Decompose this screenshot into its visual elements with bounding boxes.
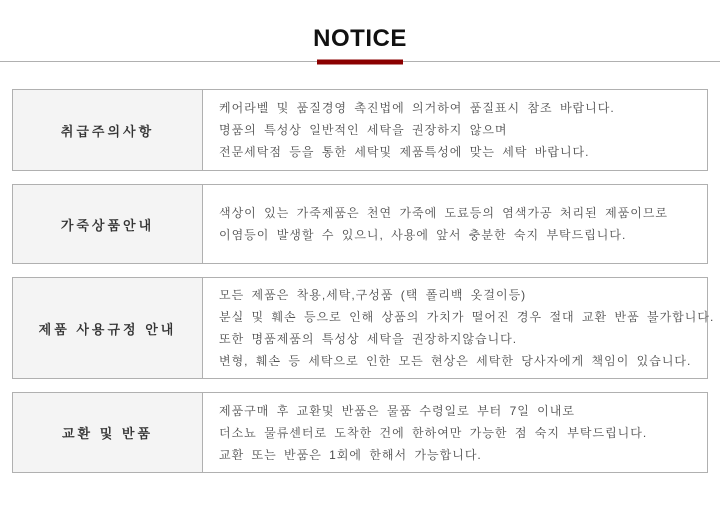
section-content: [203, 90, 707, 170]
info-line: 색상이 있는 가죽제품은 천연 가죽에 도료등의 염색가공 처리된 제품이므로: [219, 206, 669, 220]
info-line: 또한 명품제품의 특성상 세탁을 권장하지않습니다.: [219, 332, 518, 346]
section-product-usage-rules: [12, 277, 715, 379]
info-line: 케어라벨 및 품질경영 촉진법에 의거하여 품질표시 참조 바랍니다.: [219, 101, 615, 115]
section-leather-goods-guide: [12, 184, 708, 264]
page-title: NOTICE: [313, 25, 407, 52]
section-label: 제품 사용규정 안내: [13, 278, 203, 378]
info-line: 더소뇨 물류센터로 도착한 건에 한하여만 가능한 점 숙지 부탁드립니다.: [219, 425, 648, 440]
info-line: 모든 제품은 착용,세탁,구성품 (택 폴리백 옷걸이등): [219, 288, 527, 302]
section-label: 취급주의사항: [13, 90, 203, 170]
section-label: 가죽상품안내: [13, 185, 203, 263]
info-line: 제품구매 후 교환및 반품은 물품 수령일로 부터 7일 이내로: [219, 403, 575, 418]
info-line: 이염등이 발생할 수 있으니, 사용에 앞서 충분한 숙지 부탁드립니다.: [219, 228, 627, 242]
section-content: [203, 278, 720, 378]
title-accent-bar: [317, 59, 403, 64]
section-content: [203, 393, 707, 472]
info-line: 명품의 특성상 일반적인 세탁을 권장하지 않으며: [219, 123, 508, 137]
info-line: 교환 또는 반품은 1회에 한해서 가능합니다.: [219, 447, 482, 462]
info-line: 전문세탁점 등을 통한 세탁및 제품특성에 맞는 세탁 바랍니다.: [219, 145, 590, 159]
notice-header: [0, 0, 720, 62]
section-exchange-return: [12, 392, 708, 473]
info-line: 변형, 훼손 등 세탁으로 인한 모든 현상은 세탁한 당사자에게 책임이 있습니다.: [219, 354, 692, 368]
section-content: [203, 185, 707, 263]
section-handling-cautions: [12, 89, 708, 171]
notice-sections: [12, 89, 715, 473]
info-line: 분실 및 훼손 등으로 인해 상품의 가치가 떨어진 경우 절대 교환 반품 불가합니다.: [219, 310, 715, 324]
section-label: 교환 및 반품: [13, 393, 203, 472]
title-divider: [0, 61, 720, 62]
